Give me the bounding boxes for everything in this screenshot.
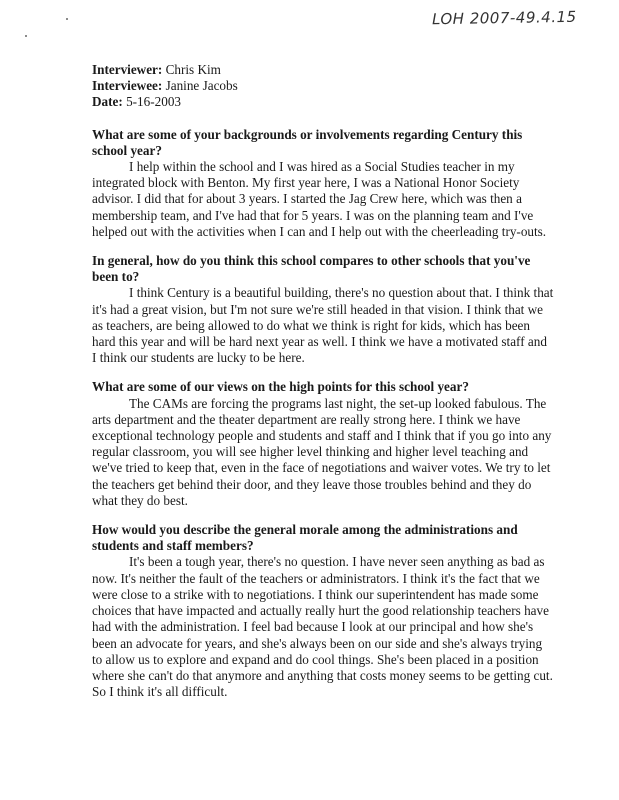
- question: What are some of your backgrounds or involvements regarding Century this school year?: [92, 126, 523, 158]
- archive-id-annotation: LOH 2007-49.4.15: [431, 7, 577, 29]
- scan-speck: [25, 35, 27, 37]
- scan-speck: [66, 18, 68, 20]
- interview-header: [92, 62, 554, 111]
- transcript-body: [92, 62, 554, 700]
- interviewer-line: [92, 62, 554, 78]
- qa-section-3: [92, 379, 554, 509]
- answer: I help within the school and I was hired as a Social Studies teacher in my integrated block with Benton. My first year here, I was a National Honor Society advisor. I did that for about 3 years. I started the Jag Crew here, which was then a membership team, and I've had that for 5 years. I was on the planning team and I've helped out with the activities when I can and I help out with the cheerleading try-outs.: [92, 159, 547, 239]
- question: How would you describe the general morale among the administrations and students and staff members?: [92, 522, 518, 554]
- interview-date: 5-16-2003: [126, 94, 182, 110]
- interviewee-name: Janine Jacobs: [165, 78, 238, 94]
- date-label: Date:: [92, 94, 123, 110]
- date-line: [92, 94, 554, 110]
- interviewer-name: Chris Kim: [165, 62, 221, 77]
- question: What are some of our views on the high points for this school year?: [92, 379, 469, 395]
- answer: It's been a tough year, there's no question. I have never seen anything as bad as now. It's neither the fault of the teachers or administrators. I think it's the fact that we were close to a strike with to negotiations. I think our superintendent has made some choices that have impacted and actually really hurt the good relationship teachers have had with the administration. I feel bad because I look at our principal and how she's been an advocate for years, and she's always been on our side and she's always trying to allow us to explore and expand and do cool things. She's been placed in a position where she can't do that anymore and anything that costs money seems to be getting cut. So I think it's all difficult.: [92, 554, 553, 700]
- question: In general, how do you think this school compares to other schools that you've been to?: [92, 253, 531, 285]
- qa-section-4: [92, 522, 554, 700]
- interviewee-label: Interviewee:: [92, 78, 163, 94]
- answer: I think Century is a beautiful building, there's no question about that. I think that it's had a great vision, but I'm not sure we're still headed in that vision. I think that we as teachers, are being allowed to do what we think is right for kids, which has been hard this year and will be hard next year as well. I think we have a motivated staff and I think our students are lucky to be here.: [92, 285, 554, 366]
- interviewee-line: [92, 78, 554, 94]
- qa-section-1: [92, 127, 554, 240]
- answer: The CAMs are forcing the programs last night, the set-up looked fabulous. The arts department and the theater department are really strong here. I think we have exceptional technology people and students and staff and I think that if you go into any regular classroom, you will see higher level thinking and higher level teaching and we've tried to keep that, even in the face of negotiations and waiver votes. We try to let the teachers get behind their door, and they leave those troubles behind and they do what they do best.: [92, 395, 552, 508]
- qa-section-2: [92, 253, 554, 366]
- interviewer-label: Interviewer:: [92, 62, 163, 77]
